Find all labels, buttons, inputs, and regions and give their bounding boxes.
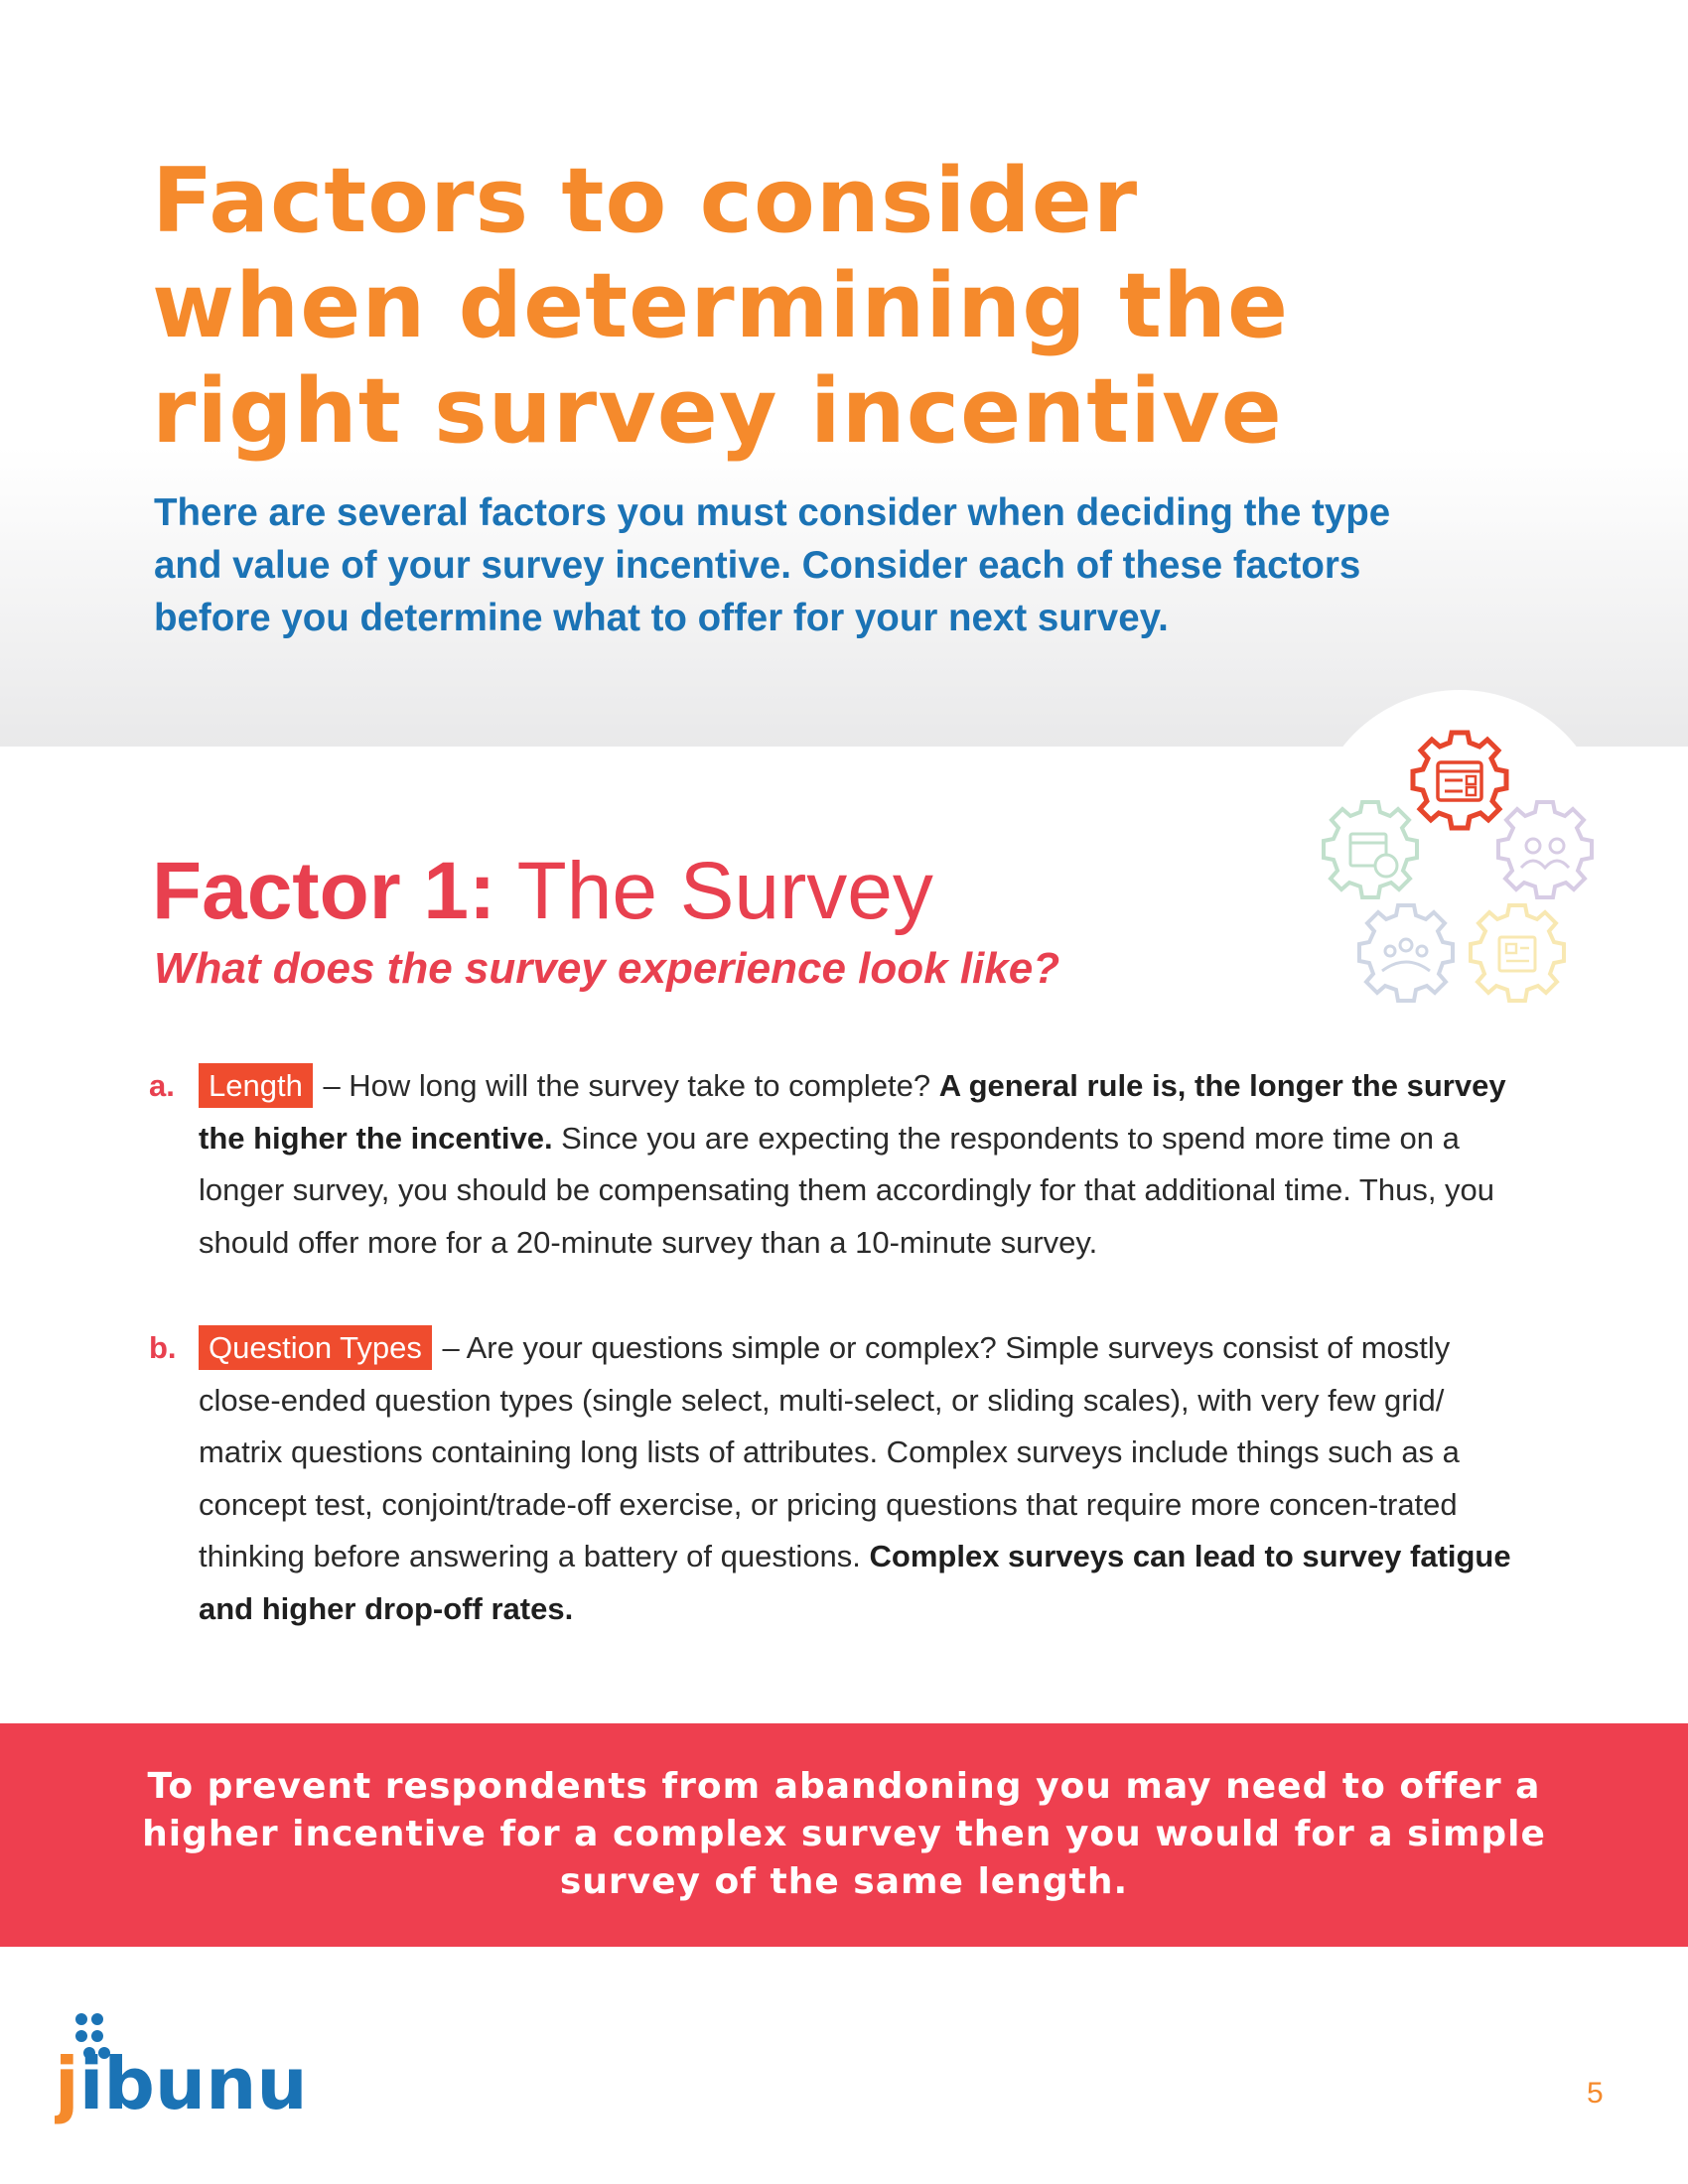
factor-label: Factor 1: <box>152 846 496 936</box>
intro-paragraph: There are several factors you must consider when deciding the type and value of your survey incentive. Consider each of these factors before you determine what to offer for your next survey. <box>154 491 1391 639</box>
tag-question-types: Question Types <box>199 1325 432 1370</box>
people-gear-icon <box>1498 802 1592 897</box>
item-text-rest: Since you are expecting the respondents to spend more time on a longer survey, you should be compensating them accordingly for that additional time. Thus, you should offer more for a 20-minute survey than a 10-minute survey. <box>199 1120 1495 1260</box>
list-item-length <box>149 1060 1529 1269</box>
page-number: 5 <box>1587 2077 1604 2110</box>
item-text: – How long will the survey take to complete? <box>314 1068 939 1103</box>
page-title: Factors to consider when determining the right survey incentive <box>152 149 1290 464</box>
gears-illustration <box>1301 725 1609 1023</box>
form-gear-icon <box>1471 905 1564 1001</box>
tag-length: Length <box>199 1063 313 1108</box>
item-text: – Are your questions simple or complex? Simple surveys consist of mostly close-ended question types (single select, multi-select, or sliding scales), with very few grid/ matrix questions containing long lists of attributes. Complex surveys include things such as a concept test, conjoint/trade-off exercise, or pricing questions that require more concen-trated thinking before answering a battery of questions. <box>199 1330 1460 1573</box>
callout-text: To prevent respondents from abandoning you may need to offer a higher incentive for a complex survey then you would for a simple survey of the same length. <box>142 1766 1546 1902</box>
list-item-question-types <box>149 1322 1529 1635</box>
survey-gear-icon <box>1413 733 1506 828</box>
item-bold-text: A general rule is, the longer the survey the higher the incentive. <box>199 1068 1506 1156</box>
factor-name: The Survey <box>516 846 933 936</box>
logo-letter-j: j <box>55 2042 79 2125</box>
list-marker: a. <box>149 1068 175 1103</box>
svg-text:jibunu <box>55 2042 308 2125</box>
factor-subtitle: What does the survey experience look like? <box>154 944 1060 993</box>
item-bold-text: Complex surveys can lead to survey fatigue and higher drop-off rates. <box>199 1539 1511 1626</box>
jibunu-logo <box>55 2005 323 2134</box>
group-gear-icon <box>1359 905 1453 1001</box>
factor-heading <box>152 844 933 939</box>
list-marker: b. <box>149 1330 177 1365</box>
logo-letters: ibunu <box>78 2042 308 2125</box>
calendar-money-gear-icon <box>1324 802 1417 897</box>
